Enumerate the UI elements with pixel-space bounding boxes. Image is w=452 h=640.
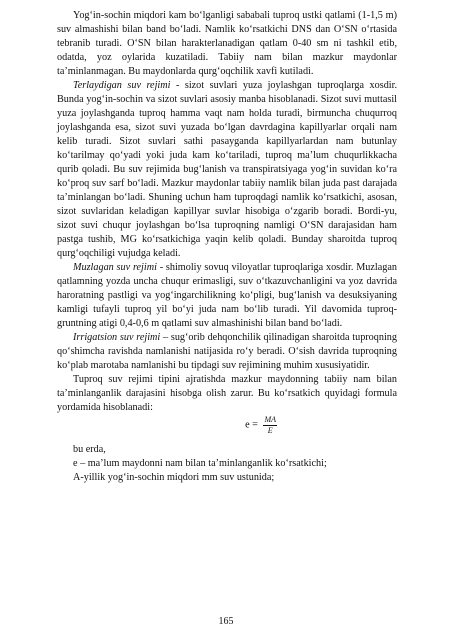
paragraph-intro (57, 9, 397, 79)
definition-intro: bu erda, (73, 444, 106, 455)
paragraph-irrigatsion (57, 331, 397, 373)
paragraph-formula-intro (57, 373, 397, 415)
paragraph-muzlagan-text: - shimoliy sovuq viloyatlar tuproqlariga xosdir. Muzlagan qatlamning yozda uncha chuqur erimasligi, suv o‘tkazuvchanligini va yoz davrida haroratning pastligi va yog‘ingarchilikning ko‘pligi, bug‘lanish va desuksiyaning kamligi tufayli tuproq yil bo‘yi juda nam bo‘lib turadi. Yil davomida tuproq-gruntning atigi 0,4-0,6 m qatlami suv almashinishi bilan band bo‘ladi. (57, 262, 397, 329)
term-irrigatsion: Irrigatsion suv rejimi (73, 332, 161, 343)
term-terlaydigan: Terlaydigan suv rejimi (73, 80, 171, 91)
formula-left: e = (245, 419, 258, 431)
paragraph-formula-intro-text: Tuproq suv rejimi tipini ajratishda mazkur maydonning tabiiy nam bilan ta’minlanganlik darajasini hisobga olish zarur. Bu ko‘rsatkich quyidagi formula yordamida hisoblanadi: (57, 374, 397, 413)
paragraph-muzlagan (57, 261, 397, 331)
formula-denominator: E (267, 426, 273, 435)
term-muzlagan: Muzlagan suv rejimi (73, 262, 157, 273)
definition-e: e – ma’lum maydonni nam bilan ta’minlanganlik ko‘rsatkichi; (73, 458, 327, 469)
formula-numerator: MA (264, 415, 276, 424)
formula (57, 415, 397, 443)
paragraph-intro-text: Yog‘in-sochin miqdori kam bo‘lganligi sababali tuproq ustki qatlami (1-1,5 m) suv almashishi bilan band bo‘ladi. Namlik ko‘rsatkichi DNS dan O‘SN o‘rtasida tebranib turadi. O‘SN bilan harakterlanadigan qatlam 0-40 sm ni tashkil etib, odatda, yoz oylarida kuzatiladi. Tabiiy nam bilan mazkur maydonlar ta’minlanmagan. Bu maydonlarda qurg‘oqchilik xavfi kutiladi. (57, 10, 397, 77)
paragraph-terlaydigan-text: - sizot suvlari yuza joylashgan tuproqlarga xosdir. Bunda yog‘in-sochin va sizot suvlari asosiy manba hisoblanadi. Sizot suvi muttasil yuza joylashganda tuproq hamma vaqt nam holda turadi, birmuncha chuqurroq joylashganda esa, sizot suvi yuzada bo‘lgan davrdagina kapillyarlar orqali nam kelib turadi. Sizot suvlari sathi pasayganda kapillyarlardan nam butunlay ko‘tarilmay qo‘yadi yoki juda kam ko‘tariladi, tuproq ma’lum chuqurlikkacha qurib qoladi. Bu suv rejimida bug‘lanish va transpiratsiyaga yog‘in suvidan ko‘ra ko‘proq suv sarf bo‘ladi. Mazkur maydonlar tabiiy namlik bilan juda past darajada ta’minlangan bo‘ladi. Shuning uchun ham tuproqdagi namlik ko‘rsatkichi, asosan, sizot suvlaridan keladigan kapillyar suvlar hisobiga o‘zgarib boradi. Bordi-yu, sizot suvi chuqur joylashgan bo‘lsa tuproqning namligi O‘SN darajasidan ham pastga tushib, MG ko‘rsatkichiga yaqin kelib qoladi. Bunday sharoitda tuproq qurg‘oqchiligi vujudga keladi. (57, 80, 397, 259)
document-body (57, 9, 397, 485)
paragraph-terlaydigan (57, 79, 397, 261)
definition-a: A-yillik yog‘in-sochin miqdori mm suv ustunida; (73, 472, 275, 483)
paragraph-irrigatsion-text: – sug‘orib dehqonchilik qilinadigan sharoitda tuproqning qo‘shimcha ravishda namlanishi natijasida ro‘y beradi. O‘sish davrida tuproqning ko‘plab marotaba namlanishi bu tipdagi suv rejimining muhim xususiyatidir. (57, 332, 397, 371)
formula-fraction (263, 415, 277, 436)
page-number: 165 (218, 616, 234, 627)
